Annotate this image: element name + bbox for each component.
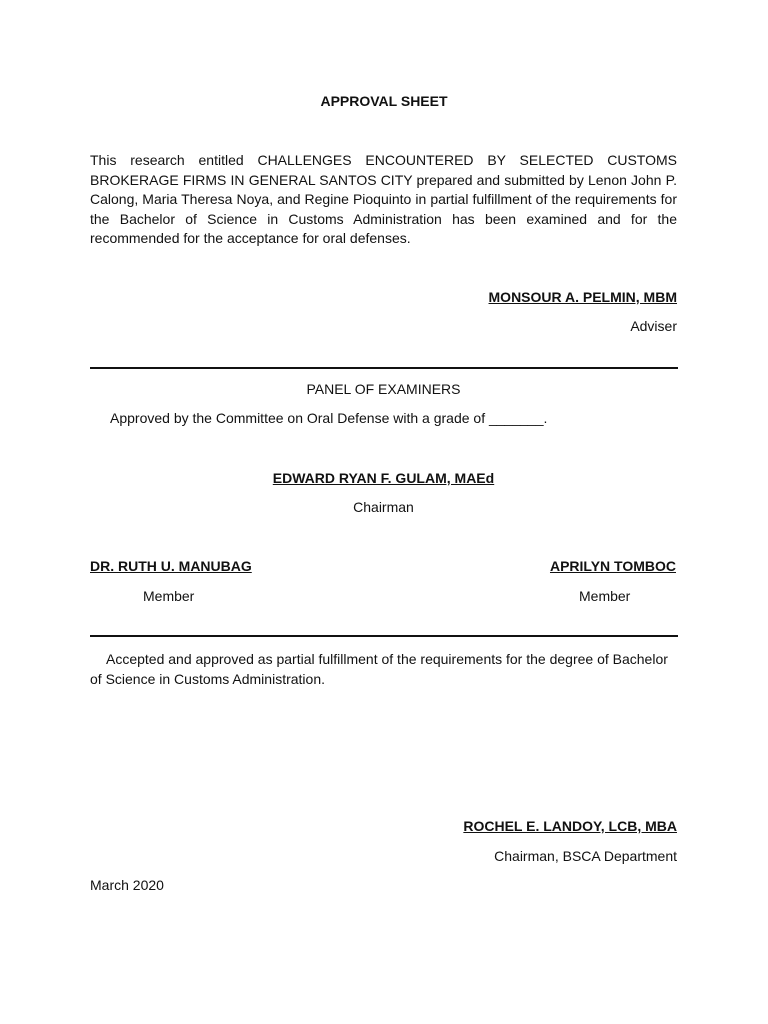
member-right-role: Member [579,588,631,604]
document-date: March 2020 [90,877,164,893]
divider-bottom [90,635,678,637]
page-title: APPROVAL SHEET [320,93,448,109]
acceptance-paragraph: Accepted and approved as partial fulfillment of the requirements for the degree of Bachelor of Science in Customs Administration. [90,651,668,687]
department-head-name: ROCHEL E. LANDOY, LCB, MBA [463,818,677,834]
member-left-role: Member [143,588,195,604]
panel-heading: PANEL OF EXAMINERS [306,381,461,397]
member-right-name: APRILYN TOMBOC [549,558,676,574]
adviser-role: Adviser [630,318,677,334]
member-left-name: DR. RUTH U. MANUBAG [90,558,252,574]
approval-grade-line: Approved by the Committee on Oral Defense with a grade of _______. [110,410,548,426]
divider-top [90,367,678,369]
chairman-name: EDWARD RYAN F. GULAM, MAEd [272,470,495,486]
department-head-role: Chairman, BSCA Department [494,848,677,864]
intro-paragraph: This research entitled CHALLENGES ENCOUNTERED BY SELECTED CUSTOMS BROKERAGE FIRMS IN GENERAL SANTOS CITY prepared and submitted by Lenon John P. Calong, Maria Theresa Noya, and Regine Pioquinto in partial fulfillment of the requirements for the Bachelor of Science in Customs Administration has been examined and for the recommended for the acceptance for oral defenses. [90,152,677,246]
chairman-role: Chairman [353,499,414,515]
adviser-name: MONSOUR A. PELMIN, MBM [488,289,677,305]
